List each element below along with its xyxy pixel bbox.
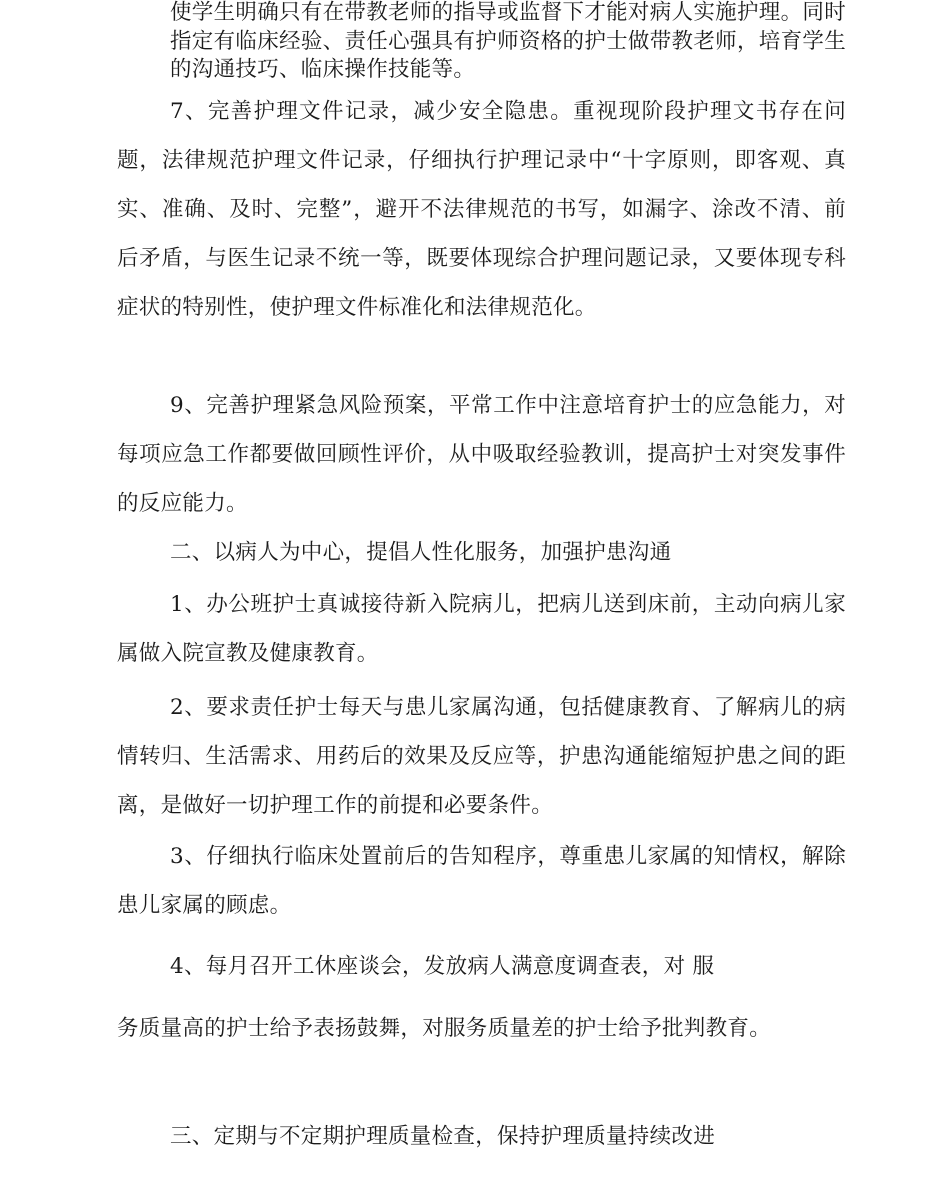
paragraph-emergency-plan: 9、完善护理紧急风险预案，平常工作中注意培育护士的应急能力，对每项应急工作都要做回顾性评价，从中吸取经验教训，提高护士对突发事件的反应能力。 (117, 393, 846, 516)
paragraph-admission-reception: 1、办公班护士真诚接待新入院病儿，把病儿送到床前，主动向病儿家属做入院宣教及健康教育。 (117, 592, 846, 666)
paragraph-informed-consent: 3、仔细执行临床处置前后的告知程序，尊重患儿家属的知情权，解除患儿家属的顾虑。 (117, 844, 846, 918)
paragraph-clinical-teaching: 使学生明确只有在带教老师的指导或监督下才能对病人实施护理。同时指定有临床经验、责任心强具有护师资格的护士做带教老师，培育学生的沟通技巧、临床操作技能等。 (170, 0, 846, 82)
paragraph-family-communication: 2、要求责任护士每天与患儿家属沟通，包括健康教育、了解病儿的病情转归、生活需求、用药后的效果及反应等，护患沟通能缩短护患之间的距离，是做好一切护理工作的前提和必要条件。 (117, 695, 846, 818)
paragraph-service-evaluation: 务质量高的护士给予表扬鼓舞，对服务质量差的护士给予批判教育。 (117, 1016, 772, 1041)
paragraph-monthly-meeting: 4、每月召开工休座谈会，发放病人满意度调查表，对 服 (170, 954, 715, 979)
paragraph-nursing-records: 7、完善护理文件记录，减少安全隐患。重视现阶段护理文书存在问题，法律规范护理文件记录，仔细执行护理记录中“十字原则，即客观、真实、准确、及时、完整”，避开不法律规范的书写，如漏字、涂改不清、前后矛盾，与医生记录不统一等，既要体现综合护理问题记录，又要体现专科症状的特别性，使护理文件标准化和法律规范化。 (117, 99, 846, 320)
section-heading-quality-inspection: 三、定期与不定期护理质量检查，保持护理质量持续改进 (170, 1124, 716, 1149)
section-heading-patient-centered: 二、以病人为中心，提倡人性化服务，加强护患沟通 (170, 540, 672, 565)
